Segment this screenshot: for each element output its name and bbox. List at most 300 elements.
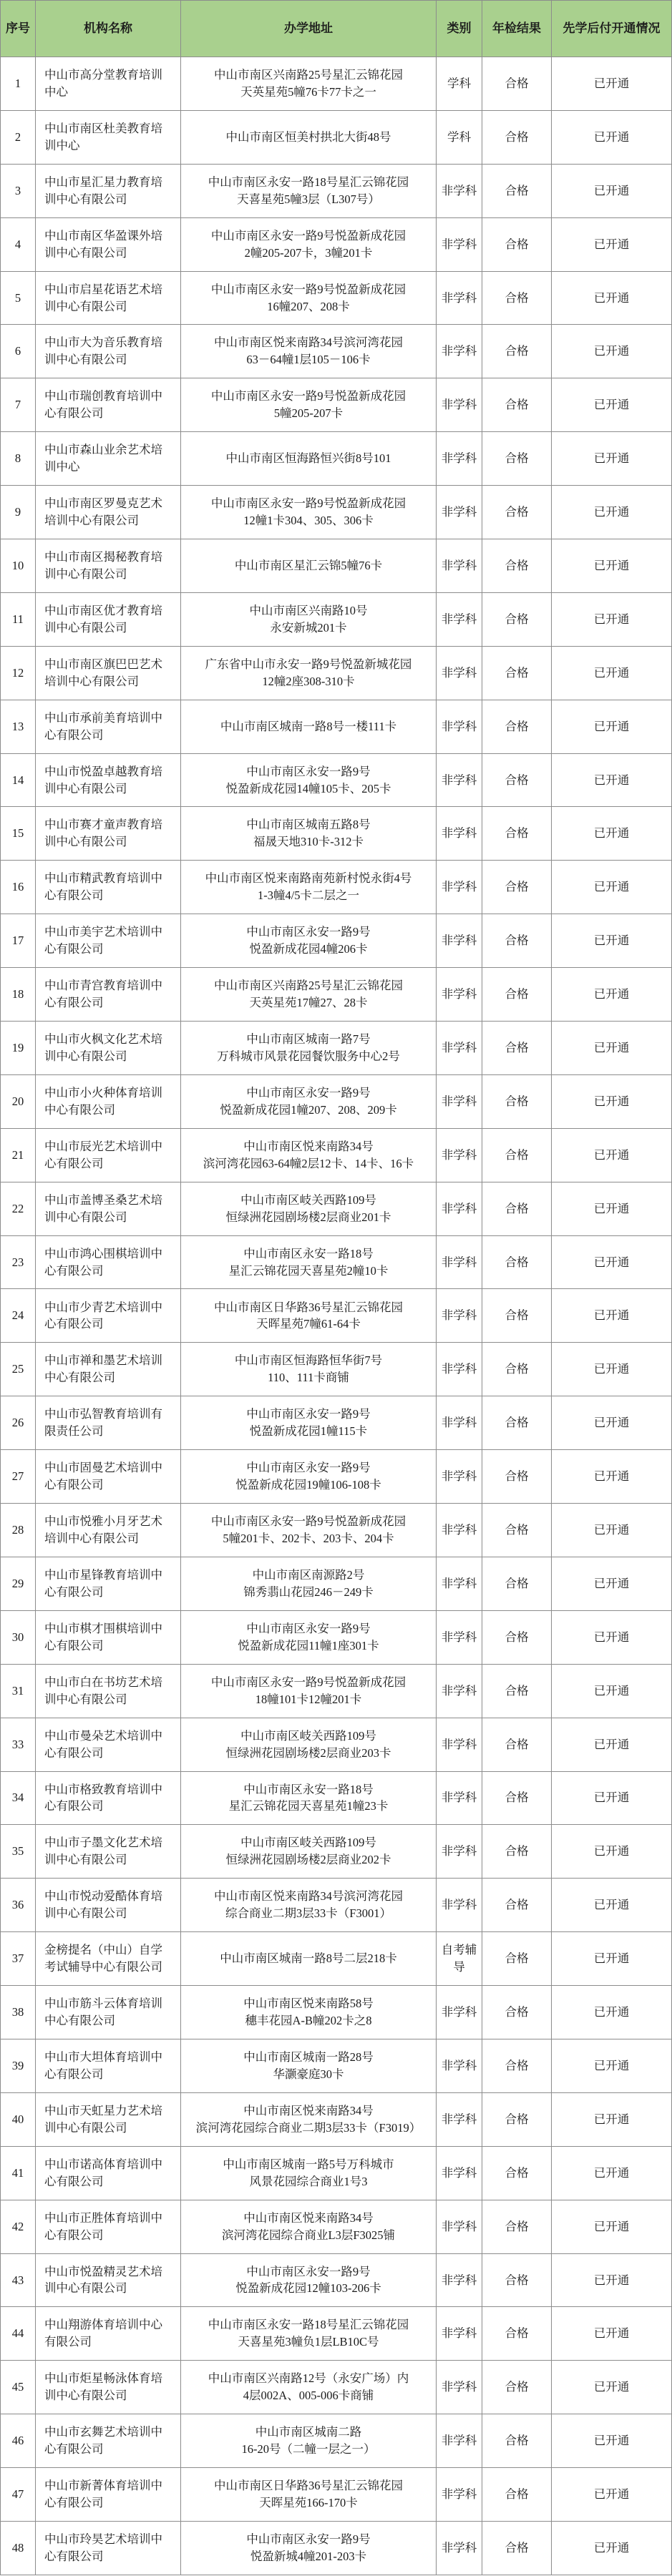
- table-row: [0, 2522, 672, 2575]
- school-address: 中山市南区城南二路 16-20号（二幢一层之一）: [181, 2414, 437, 2468]
- row-number: 37: [0, 1932, 36, 1986]
- table-row: [0, 807, 672, 861]
- table-row: [0, 486, 672, 539]
- table-row: [0, 2093, 672, 2147]
- inspection-result: 合格: [482, 593, 552, 647]
- table-row: [0, 914, 672, 968]
- pay-later-status: 已开通: [552, 2200, 672, 2254]
- inspection-result: 合格: [482, 1022, 552, 1075]
- school-address: 中山市南区恒海路恒兴街8号101: [181, 432, 437, 486]
- inspection-result: 合格: [482, 1665, 552, 1718]
- table-row: [0, 2200, 672, 2254]
- table-row: [0, 2254, 672, 2308]
- category: 非学科: [437, 1129, 482, 1182]
- category: 非学科: [437, 1611, 482, 1665]
- row-number: 44: [0, 2307, 36, 2361]
- school-address: 中山市南区日华路36号星汇云锦花园 天晖星苑7幢61-64卡: [181, 1289, 437, 1343]
- school-address: 中山市南区城南一路28号 华灏豪庭30卡: [181, 2039, 437, 2093]
- category: 非学科: [437, 1557, 482, 1611]
- pay-later-status: 已开通: [552, 1289, 672, 1343]
- category: 非学科: [437, 1450, 482, 1504]
- institution-name: 中山市赛才童声教育培训中心有限公司: [36, 807, 181, 861]
- row-number: 7: [0, 378, 36, 432]
- school-address: 中山市南区永安一路9号 悦盈新城4幢201-203卡: [181, 2522, 437, 2575]
- header-inspection-result: 年检结果: [482, 0, 552, 57]
- school-address: 中山市南区岐关西路109号 恒绿洲花园剧场楼2层商业203卡: [181, 1718, 437, 1772]
- inspection-result: 合格: [482, 647, 552, 700]
- table-row: [0, 378, 672, 432]
- inspection-result: 合格: [482, 2468, 552, 2522]
- school-address: 中山市南区悦来南路34号 滨河湾花园63-64幢2层12卡、14卡、16卡: [181, 1129, 437, 1182]
- category: 非学科: [437, 378, 482, 432]
- category: 学科: [437, 57, 482, 111]
- pay-later-status: 已开通: [552, 1772, 672, 1826]
- table-row: [0, 1557, 672, 1611]
- pay-later-status: 已开通: [552, 1986, 672, 2039]
- table-row: [0, 2147, 672, 2200]
- table-row: [0, 218, 672, 272]
- row-number: 30: [0, 1611, 36, 1665]
- row-number: 25: [0, 1343, 36, 1396]
- row-number: 31: [0, 1665, 36, 1718]
- row-number: 13: [0, 700, 36, 754]
- category: 非学科: [437, 1772, 482, 1826]
- pay-later-status: 已开通: [552, 1129, 672, 1182]
- inspection-result: 合格: [482, 700, 552, 754]
- pay-later-status: 已开通: [552, 1879, 672, 1932]
- category: 非学科: [437, 593, 482, 647]
- institution-name: 中山市悦盈卓越教育培训中心有限公司: [36, 754, 181, 808]
- row-number: 47: [0, 2468, 36, 2522]
- category: 非学科: [437, 2254, 482, 2308]
- pay-later-status: 已开通: [552, 1343, 672, 1396]
- school-address: 中山市南区日华路36号星汇云锦花园 天晖星苑166-170卡: [181, 2468, 437, 2522]
- institution-name: 中山市南区罗曼克艺术培训中心有限公司: [36, 486, 181, 539]
- category: 非学科: [437, 2414, 482, 2468]
- table-row: [0, 1665, 672, 1718]
- table-row: [0, 593, 672, 647]
- pay-later-status: 已开通: [552, 1182, 672, 1236]
- school-address: 中山市南区永安一路9号 悦盈新成花园11幢1座301卡: [181, 1611, 437, 1665]
- table-row: [0, 1825, 672, 1879]
- institution-name: 中山市玲昊艺术培训中心有限公司: [36, 2522, 181, 2575]
- institution-name: 中山市鸿心围棋培训中心有限公司: [36, 1236, 181, 1290]
- category: 非学科: [437, 2468, 482, 2522]
- category: 非学科: [437, 1022, 482, 1075]
- category: 非学科: [437, 968, 482, 1022]
- school-address: 中山市南区永安一路9号悦盈新成花园 16幢207、208卡: [181, 272, 437, 325]
- table-row: [0, 1236, 672, 1290]
- pay-later-status: 已开通: [552, 754, 672, 808]
- row-number: 19: [0, 1022, 36, 1075]
- table-row: [0, 700, 672, 754]
- pay-later-status: 已开通: [552, 2254, 672, 2308]
- inspection-result: 合格: [482, 807, 552, 861]
- row-number: 26: [0, 1396, 36, 1450]
- school-address: 中山市南区岐关西路109号 恒绿洲花园剧场楼2层商业202卡: [181, 1825, 437, 1879]
- row-number: 38: [0, 1986, 36, 2039]
- table-row: [0, 539, 672, 593]
- institution-name: 中山市南区揭秘教育培训中心有限公司: [36, 539, 181, 593]
- row-number: 3: [0, 165, 36, 218]
- table-row: [0, 2361, 672, 2414]
- row-number: 4: [0, 218, 36, 272]
- school-address: 中山市南区永安一路9号 悦盈新成花园4幢206卡: [181, 914, 437, 968]
- inspection-result: 合格: [482, 325, 552, 378]
- row-number: 18: [0, 968, 36, 1022]
- inspection-result: 合格: [482, 861, 552, 914]
- inspection-result: 合格: [482, 2200, 552, 2254]
- pay-later-status: 已开通: [552, 1665, 672, 1718]
- pay-later-status: 已开通: [552, 2147, 672, 2200]
- pay-later-status: 已开通: [552, 807, 672, 861]
- pay-later-status: 已开通: [552, 2468, 672, 2522]
- inspection-result: 合格: [482, 1343, 552, 1396]
- row-number: 22: [0, 1182, 36, 1236]
- pay-later-status: 已开通: [552, 861, 672, 914]
- pay-later-status: 已开通: [552, 432, 672, 486]
- school-address: 中山市南区悦来南路34号 滨河湾花园综合商业二期3层33卡（F3019）: [181, 2093, 437, 2147]
- institution-name: 中山市禅和墨艺术培训中心有限公司: [36, 1343, 181, 1396]
- table-row: [0, 272, 672, 325]
- institution-name: 金榜提名（中山）自学考试辅导中心有限公司: [36, 1932, 181, 1986]
- category: 非学科: [437, 1879, 482, 1932]
- row-number: 14: [0, 754, 36, 808]
- institution-name: 中山市子墨文化艺术培训中心有限公司: [36, 1825, 181, 1879]
- table-row: [0, 1986, 672, 2039]
- school-address: 中山市南区悦来南路58号 穗丰花园A-B幢202卡之8: [181, 1986, 437, 2039]
- row-number: 33: [0, 1718, 36, 1772]
- row-number: 15: [0, 807, 36, 861]
- pay-later-status: 已开通: [552, 2039, 672, 2093]
- school-address: 中山市南区永安一路9号 悦盈新成花园12幢103-206卡: [181, 2254, 437, 2308]
- inspection-result: 合格: [482, 378, 552, 432]
- row-number: 17: [0, 914, 36, 968]
- category: 非学科: [437, 2307, 482, 2361]
- institution-name: 中山市固曼艺术培训中心有限公司: [36, 1450, 181, 1504]
- inspection-result: 合格: [482, 1772, 552, 1826]
- school-address: 中山市南区城南一路8号一楼111卡: [181, 700, 437, 754]
- category: 非学科: [437, 325, 482, 378]
- row-number: 12: [0, 647, 36, 700]
- row-number: 39: [0, 2039, 36, 2093]
- table-row: [0, 1343, 672, 1396]
- row-number: 36: [0, 1879, 36, 1932]
- institution-name: 中山市天虹星力艺术培训中心有限公司: [36, 2093, 181, 2147]
- school-address: 中山市南区兴南路25号星汇云锦花园 天英星苑17幢27、28卡: [181, 968, 437, 1022]
- category: 非学科: [437, 914, 482, 968]
- inspection-result: 合格: [482, 1450, 552, 1504]
- row-number: 20: [0, 1075, 36, 1129]
- school-address: 中山市南区永安一路9号悦盈新成花园 12幢1卡304、305、306卡: [181, 486, 437, 539]
- row-number: 16: [0, 861, 36, 914]
- inspection-result: 合格: [482, 2414, 552, 2468]
- inspection-result: 合格: [482, 432, 552, 486]
- row-number: 41: [0, 2147, 36, 2200]
- pay-later-status: 已开通: [552, 1718, 672, 1772]
- pay-later-status: 已开通: [552, 272, 672, 325]
- category: 非学科: [437, 700, 482, 754]
- row-number: 24: [0, 1289, 36, 1343]
- inspection-result: 合格: [482, 111, 552, 165]
- institution-name: 中山市青宫教育培训中心有限公司: [36, 968, 181, 1022]
- institution-name: 中山市棋才围棋培训中心有限公司: [36, 1611, 181, 1665]
- table-row: [0, 861, 672, 914]
- school-address: 中山市南区城南五路8号 福晟天地310卡-312卡: [181, 807, 437, 861]
- school-address: 中山市南区岐关西路109号 恒绿洲花园剧场楼2层商业201卡: [181, 1182, 437, 1236]
- table-row: [0, 1289, 672, 1343]
- school-address: 中山市南区兴南路25号星汇云锦花园 天英星苑5幢76卡77卡之一: [181, 57, 437, 111]
- school-address: 中山市南区永安一路9号 悦盈新成花园1幢115卡: [181, 1396, 437, 1450]
- pay-later-status: 已开通: [552, 1611, 672, 1665]
- institution-name: 中山市悦盈精灵艺术培训中心有限公司: [36, 2254, 181, 2308]
- table-row: [0, 57, 672, 111]
- category: 非学科: [437, 861, 482, 914]
- pay-later-status: 已开通: [552, 1450, 672, 1504]
- institution-name: 中山翔游体育培训中心有限公司: [36, 2307, 181, 2361]
- row-number: 9: [0, 486, 36, 539]
- inspection-result: 合格: [482, 2147, 552, 2200]
- institution-name: 中山市悦动爱酷体育培训中心有限公司: [36, 1879, 181, 1932]
- table-row: [0, 111, 672, 165]
- category: 非学科: [437, 2147, 482, 2200]
- inspection-result: 合格: [482, 1075, 552, 1129]
- inspection-result: 合格: [482, 1129, 552, 1182]
- table-row: [0, 165, 672, 218]
- row-number: 6: [0, 325, 36, 378]
- inspection-result: 合格: [482, 1557, 552, 1611]
- pay-later-status: 已开通: [552, 2522, 672, 2575]
- school-address: 中山市南区永安一路9号 悦盈新成花园19幢106-108卡: [181, 1450, 437, 1504]
- table-row: [0, 1075, 672, 1129]
- table-row: [0, 1611, 672, 1665]
- category: 非学科: [437, 1075, 482, 1129]
- inspection-result: 合格: [482, 1182, 552, 1236]
- pay-later-status: 已开通: [552, 1825, 672, 1879]
- school-address: 中山市南区悦来南路南苑新村悦永街4号 1-3幢4/5卡二层之一: [181, 861, 437, 914]
- pay-later-status: 已开通: [552, 1022, 672, 1075]
- institution-name: 中山市高分堂教育培训中心: [36, 57, 181, 111]
- pay-later-status: 已开通: [552, 593, 672, 647]
- pay-later-status: 已开通: [552, 1075, 672, 1129]
- inspection-result: 合格: [482, 968, 552, 1022]
- school-address: 中山市南区永安一路18号星汇云锦花园 天喜星苑3幢负1层LB10C号: [181, 2307, 437, 2361]
- table-row: [0, 1450, 672, 1504]
- table-header: [0, 0, 672, 57]
- school-address: 中山市南区永安一路9号悦盈新成花园 5幢201卡、202卡、203卡、204卡: [181, 1504, 437, 1557]
- institution-name: 中山市星锋教育培训中心有限公司: [36, 1557, 181, 1611]
- school-address: 中山市南区恒美村拱北大街48号: [181, 111, 437, 165]
- institution-name: 中山市承前美育培训中心有限公司: [36, 700, 181, 754]
- header-category: 类别: [437, 0, 482, 57]
- pay-later-status: 已开通: [552, 378, 672, 432]
- institution-name: 中山市南区杜美教育培训中心: [36, 111, 181, 165]
- institution-name: 中山市炬星畅泳体育培训中心有限公司: [36, 2361, 181, 2414]
- pay-later-status: 已开通: [552, 111, 672, 165]
- table-row: [0, 968, 672, 1022]
- table-row: [0, 1879, 672, 1932]
- row-number: 35: [0, 1825, 36, 1879]
- row-number: 23: [0, 1236, 36, 1290]
- category: 非学科: [437, 1236, 482, 1290]
- institution-name: 中山市森山业余艺术培训中心: [36, 432, 181, 486]
- school-address: 中山市南区永安一路18号 星汇云锦花园天喜星苑2幢10卡: [181, 1236, 437, 1290]
- row-number: 40: [0, 2093, 36, 2147]
- institution-name: 中山市筋斗云体育培训中心有限公司: [36, 1986, 181, 2039]
- school-address: 中山市南区南源路2号 锦秀翡山花园246－249卡: [181, 1557, 437, 1611]
- inspection-result: 合格: [482, 272, 552, 325]
- table-row: [0, 325, 672, 378]
- institution-name: 中山市弘智教育培训有限责任公司: [36, 1396, 181, 1450]
- inspection-result: 合格: [482, 2254, 552, 2308]
- row-number: 46: [0, 2414, 36, 2468]
- category: 非学科: [437, 2200, 482, 2254]
- category: 非学科: [437, 1718, 482, 1772]
- school-address: 中山市南区兴南路10号 永安新城201卡: [181, 593, 437, 647]
- table-row: [0, 432, 672, 486]
- institution-name: 中山市大坦体育培训中心有限公司: [36, 2039, 181, 2093]
- table-body: [0, 57, 672, 2575]
- table-row: [0, 1718, 672, 1772]
- inspection-result: 合格: [482, 1289, 552, 1343]
- table-row: [0, 2468, 672, 2522]
- inspection-result: 合格: [482, 1611, 552, 1665]
- row-number: 21: [0, 1129, 36, 1182]
- school-address: 中山市南区永安一路18号 星汇云锦花园天喜星苑1幢23卡: [181, 1772, 437, 1826]
- header-institution-name: 机构名称: [36, 0, 181, 57]
- inspection-result: 合格: [482, 539, 552, 593]
- header-number: 序号: [0, 0, 36, 57]
- school-address: 中山市南区恒海路恒华街7号 110、111卡商铺: [181, 1343, 437, 1396]
- school-address: 中山市南区城南一路5号万科城市 风景花园综合商业1号3: [181, 2147, 437, 2200]
- pay-later-status: 已开通: [552, 1504, 672, 1557]
- institution-name: 中山市星汇星力教育培训中心有限公司: [36, 165, 181, 218]
- institution-name: 中山市瑞创教育培训中心有限公司: [36, 378, 181, 432]
- row-number: 42: [0, 2200, 36, 2254]
- school-address: 中山市南区悦来南路34号滨河湾花园 综合商业二期3层33卡（F3001）: [181, 1879, 437, 1932]
- inspection-result: 合格: [482, 754, 552, 808]
- institution-name: 中山市南区华盈课外培训中心有限公司: [36, 218, 181, 272]
- row-number: 29: [0, 1557, 36, 1611]
- category: 非学科: [437, 486, 482, 539]
- pay-later-status: 已开通: [552, 2307, 672, 2361]
- school-address: 中山市南区永安一路9号悦盈新成花园 5幢205-207卡: [181, 378, 437, 432]
- school-address: 中山市南区悦来南路34号 滨河湾花园综合商业L3层F3025铺: [181, 2200, 437, 2254]
- row-number: 2: [0, 111, 36, 165]
- inspection-result: 合格: [482, 1504, 552, 1557]
- table-row: [0, 1772, 672, 1826]
- row-number: 8: [0, 432, 36, 486]
- category: 非学科: [437, 165, 482, 218]
- table-row: [0, 754, 672, 808]
- category: 非学科: [437, 1825, 482, 1879]
- category: 非学科: [437, 432, 482, 486]
- institution-name: 中山市悦雅小月牙艺术培训中心有限公司: [36, 1504, 181, 1557]
- category: 非学科: [437, 647, 482, 700]
- table-row: [0, 1396, 672, 1450]
- table-row: [0, 2307, 672, 2361]
- institution-name: 中山市白在书坊艺术培训中心有限公司: [36, 1665, 181, 1718]
- category: 非学科: [437, 2093, 482, 2147]
- institution-name: 中山市南区优才教育培训中心有限公司: [36, 593, 181, 647]
- row-number: 5: [0, 272, 36, 325]
- category: 非学科: [437, 1289, 482, 1343]
- institution-name: 中山市盖博圣桑艺术培训中心有限公司: [36, 1182, 181, 1236]
- pay-later-status: 已开通: [552, 1396, 672, 1450]
- inspection-result: 合格: [482, 57, 552, 111]
- inspection-result: 合格: [482, 218, 552, 272]
- inspection-result: 合格: [482, 2093, 552, 2147]
- institution-name: 中山市启星花语艺术培训中心有限公司: [36, 272, 181, 325]
- table-row: [0, 1504, 672, 1557]
- table-row: [0, 1182, 672, 1236]
- institution-name: 中山市玄舞艺术培训中心有限公司: [36, 2414, 181, 2468]
- table-row: [0, 2414, 672, 2468]
- institution-name: 中山市南区旗巴巴艺术培训中心有限公司: [36, 647, 181, 700]
- pay-later-status: 已开通: [552, 2093, 672, 2147]
- category: 非学科: [437, 807, 482, 861]
- pay-later-status: 已开通: [552, 2414, 672, 2468]
- institution-name: 中山市少青艺术培训中心有限公司: [36, 1289, 181, 1343]
- category: 非学科: [437, 1343, 482, 1396]
- row-number: 45: [0, 2361, 36, 2414]
- table-row: [0, 1129, 672, 1182]
- row-number: 1: [0, 57, 36, 111]
- category: 非学科: [437, 1504, 482, 1557]
- institution-name: 中山市大为音乐教育培训中心有限公司: [36, 325, 181, 378]
- school-address: 广东省中山市永安一路9号悦盈新城花园 12幢2座308-310卡: [181, 647, 437, 700]
- pay-later-status: 已开通: [552, 57, 672, 111]
- inspection-result: 合格: [482, 165, 552, 218]
- pay-later-status: 已开通: [552, 700, 672, 754]
- school-address: 中山市南区永安一路18号星汇云锦花园 天喜星苑5幢3层（L307号）: [181, 165, 437, 218]
- category: 非学科: [437, 2039, 482, 2093]
- table-row: [0, 1932, 672, 1986]
- pay-later-status: 已开通: [552, 486, 672, 539]
- category: 非学科: [437, 1986, 482, 2039]
- institution-name: 中山市精武教育培训中心有限公司: [36, 861, 181, 914]
- category: 自考辅导: [437, 1932, 482, 1986]
- pay-later-status: 已开通: [552, 914, 672, 968]
- inspection-result: 合格: [482, 1986, 552, 2039]
- category: 非学科: [437, 218, 482, 272]
- table-row: [0, 647, 672, 700]
- institution-name: 中山市曼朵艺术培训中心有限公司: [36, 1718, 181, 1772]
- row-number: 28: [0, 1504, 36, 1557]
- inspection-result: 合格: [482, 1932, 552, 1986]
- pay-later-status: 已开通: [552, 325, 672, 378]
- school-address: 中山市南区悦来南路34号滨河湾花园 63－64幢1层105－106卡: [181, 325, 437, 378]
- inspection-result: 合格: [482, 1825, 552, 1879]
- category: 非学科: [437, 2361, 482, 2414]
- school-address: 中山市南区星汇云锦5幢76卡: [181, 539, 437, 593]
- header-school-address: 办学地址: [181, 0, 437, 57]
- pay-later-status: 已开通: [552, 165, 672, 218]
- institution-name: 中山市格致教育培训中心有限公司: [36, 1772, 181, 1826]
- school-address: 中山市南区永安一路9号悦盈新成花园 2幢205-207卡，3幢201卡: [181, 218, 437, 272]
- institution-name: 中山市正胜体育培训中心有限公司: [36, 2200, 181, 2254]
- row-number: 48: [0, 2522, 36, 2575]
- institution-name: 中山市美宇艺术培训中心有限公司: [36, 914, 181, 968]
- inspection-result: 合格: [482, 1396, 552, 1450]
- category: 非学科: [437, 754, 482, 808]
- institution-name: 中山市火枫文化艺术培训中心有限公司: [36, 1022, 181, 1075]
- table-row: [0, 2039, 672, 2093]
- inspection-result: 合格: [482, 2361, 552, 2414]
- inspection-result: 合格: [482, 1879, 552, 1932]
- institution-name: 中山市新菁体育培训中心有限公司: [36, 2468, 181, 2522]
- pay-later-status: 已开通: [552, 647, 672, 700]
